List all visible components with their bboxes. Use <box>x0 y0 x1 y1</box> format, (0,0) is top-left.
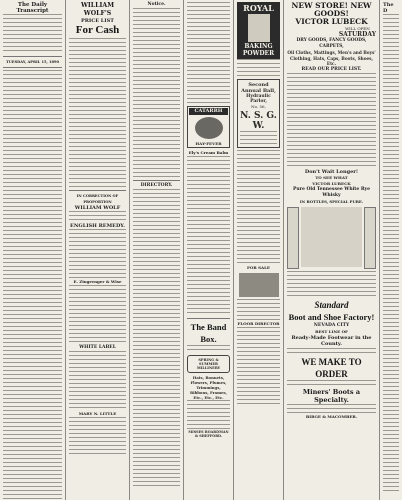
middle-text <box>187 156 230 316</box>
ball-announcement <box>237 79 280 148</box>
price-list-heading: PRICE LIST <box>81 18 114 24</box>
white-label-heading: WHITE LABEL <box>79 345 116 350</box>
order-text <box>287 380 376 388</box>
victor-lubeck-heading: VICTOR LUBECK <box>295 17 368 26</box>
ball-details <box>240 131 277 145</box>
remedy-intro-text <box>69 211 126 223</box>
new-store-headline: NEW STORE! NEW GOODS! <box>291 1 372 18</box>
next-page-masthead: The D <box>383 2 394 14</box>
portrait-illustration <box>195 117 223 139</box>
standard-heading: Standard <box>314 299 349 310</box>
nsgw-heading: N. S. G. W. <box>240 111 277 131</box>
column-6 <box>284 0 380 500</box>
proportion-heading: IN CORRECTION OF PROPORTION <box>76 194 119 204</box>
side-banner-right <box>364 207 376 269</box>
directory-heading: DIRECTORY. <box>140 183 173 188</box>
divider <box>187 318 230 319</box>
english-remedy-heading: ENGLISH REMEDY. <box>70 223 125 229</box>
for-cash-heading: For Cash <box>75 24 120 36</box>
date-line: TUESDAY, APRIL 15, 1890 <box>6 60 59 64</box>
whisky-heading: Pure Old Tennessee White Rye Whisky <box>293 186 370 198</box>
ready-made-heading: Ready-Made Footwear in the County. <box>291 334 372 347</box>
masthead-title: The Daily Transcript <box>16 2 49 14</box>
upper-text <box>187 2 230 104</box>
whisky-ad <box>287 207 376 269</box>
divider <box>69 190 126 191</box>
column-1 <box>0 0 66 500</box>
divider <box>133 180 180 181</box>
dry-goods-line: DRY GOODS, FANCY GOODS, CARPETS, <box>296 38 367 49</box>
column-5 <box>234 0 284 500</box>
saturday-label: SATURDAY <box>338 31 376 38</box>
miners-boots-heading: Miners' Boots a Specialty. <box>302 387 361 404</box>
divider <box>3 56 62 57</box>
millinery-text <box>187 400 230 430</box>
store-name: WILLIAM WOLF'S <box>80 2 115 17</box>
directory-text <box>133 189 180 489</box>
hats-line: Hats, Bonnets, Flowers, Plumes, Trimmings, Ribbons, Frames, Etc., Etc., Etc. <box>190 375 227 400</box>
band-box-heading: The Band Box. <box>190 322 227 344</box>
spring-millinery-label: SPRING & SUMMER MILLINERY <box>196 358 221 370</box>
read-price-list: READ OUR PRICE LIST. <box>301 66 362 72</box>
make-to-order-heading: WE MAKE TO ORDER <box>301 356 362 379</box>
royal-label: ROYAL <box>243 3 274 13</box>
powder-text <box>237 59 280 77</box>
remedy-text <box>69 229 126 279</box>
column-7-fragment <box>380 0 402 500</box>
footer-text <box>287 404 376 414</box>
oil-cloths-line: Oil Cloths, Mattings, Men's and Boys' Clothing, Hats, Caps, Boots, Shoes, Etc. <box>287 50 376 66</box>
will-open-label: WILL OPEN <box>345 26 370 31</box>
for-sale-text <box>237 299 280 321</box>
spring-millinery-banner <box>187 355 230 373</box>
floor-director-heading: FLOOR DIRECTOR <box>237 321 280 326</box>
divider <box>3 67 62 68</box>
column-2 <box>66 0 130 500</box>
best-line-label: BEST LINE OF <box>315 328 348 334</box>
column-3 <box>130 0 184 500</box>
william-wolf-heading: WILLIAM WOLF <box>74 205 121 211</box>
royal-baking-powder-ad <box>237 2 280 59</box>
notices-text <box>133 8 180 178</box>
band-box-subtext <box>187 345 230 353</box>
opening-block <box>287 26 376 38</box>
dont-wait-heading: Don't Wait Longer! <box>304 168 359 175</box>
parlor-number: No. 56, <box>251 104 266 109</box>
lower-ads-text <box>69 351 126 411</box>
editorial-text <box>3 70 62 500</box>
lower-text <box>237 327 280 407</box>
see-what-heading: TO SEE WHAT <box>315 174 348 180</box>
bottom-name: MARY N. LITTLE <box>78 411 117 416</box>
column-4 <box>184 0 234 500</box>
victor-lubeck-small: VICTOR LUBECK <box>312 180 351 186</box>
price-list-text <box>287 73 376 169</box>
whisky-text <box>287 271 376 299</box>
hay-fever-label: HAY-FEVER <box>195 141 222 146</box>
notice-heading: Notice. <box>147 2 166 7</box>
hydraulic-parlor: Hydraulic Parlor, <box>246 94 271 104</box>
opening-text <box>339 26 376 38</box>
next-page-text <box>383 14 399 494</box>
masthead-subscription-text <box>3 14 62 54</box>
for-sale-heading: FOR SALE <box>247 265 270 270</box>
factory-proprietors: BIRGE & MACOMBER. <box>305 413 358 419</box>
nevada-city-label: NEVADA CITY <box>313 322 350 328</box>
printers-line: E. Zingrenger & Wise <box>73 279 122 284</box>
boot-shoe-heading: Boot and Shoe Factory! <box>288 311 375 322</box>
baking-powder-can-illustration <box>248 14 270 42</box>
whisky-bottle-illustration <box>301 207 362 267</box>
catarrh-title: CATARRH <box>189 108 228 115</box>
powder-label: POWDER <box>242 50 275 57</box>
in-bottles-line: IN BOTTLES, SPECIAL PURE. <box>299 198 364 204</box>
middle-ads-text <box>69 285 126 345</box>
second-annual-ball: Second Annual Ball, <box>241 82 276 94</box>
catarrh-ad <box>187 106 230 148</box>
bottom-text <box>69 417 126 457</box>
side-banner-left <box>287 207 299 269</box>
middle-text <box>237 150 280 265</box>
price-list-table <box>69 38 126 188</box>
baking-label: BAKING <box>244 43 273 50</box>
house-illustration <box>239 273 279 297</box>
ely-cream-balm: Ely's Cream Balm <box>188 150 229 155</box>
factory-text <box>287 348 376 356</box>
millinery-proprietors: MISSES BOARDMAN & SHEFFORD. <box>188 430 229 438</box>
